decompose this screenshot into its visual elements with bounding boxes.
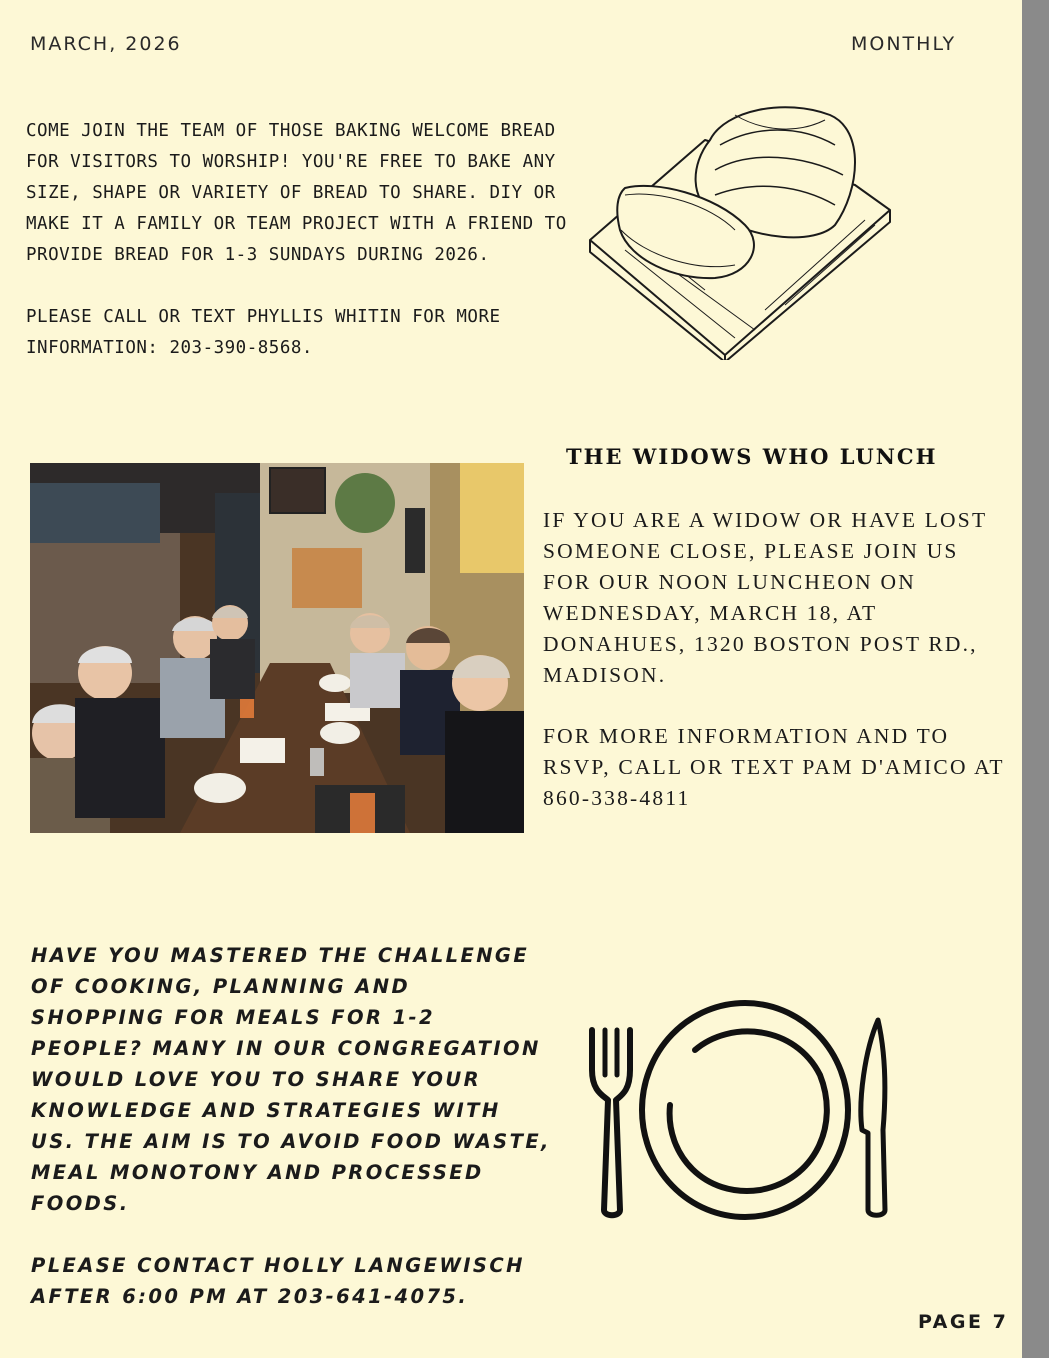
bread-paragraph-1: COME JOIN THE TEAM OF THOSE BAKING WELCOME BREAD FOR VISITORS TO WORSHIP! YOU'RE FREE TO BAKE ANY SIZE, SHAPE OR VARIETY OF BREAD TO SHARE. DIY OR MAKE IT A FAMILY OR TEAM PROJECT WITH A FRIEND TO PROVIDE BREAD FOR 1-3 SUNDAYS DURING 2026. xyxy=(26,121,567,265)
bread-paragraph-2: PLEASE CALL OR TEXT PHYLLIS WHITIN FOR MORE INFORMATION: 203-390-8568. xyxy=(26,307,501,358)
widows-paragraph-2: FOR MORE INFORMATION AND TO RSVP, CALL OR TEXT PAM D'AMICO AT 860-338-4811 xyxy=(543,724,1005,811)
page-edge-bar xyxy=(1022,0,1049,1358)
widows-announcement xyxy=(543,505,1013,814)
bread-announcement xyxy=(26,116,586,364)
widows-section-title: THE WIDOWS WHO LUNCH xyxy=(566,444,938,469)
plate-fork-knife-icon xyxy=(580,995,900,1225)
page-number: PAGE 7 xyxy=(918,1311,1009,1333)
meals-announcement xyxy=(31,940,551,1312)
restaurant-photo-illustration xyxy=(30,463,524,833)
meals-paragraph-1: HAVE YOU MASTERED THE CHALLENGE OF COOKING, PLANNING AND SHOPPING FOR MEALS FOR 1-2 PEOPLE? MANY IN OUR CONGREGATION WOULD LOVE YOU TO SHARE YOUR KNOWLEDGE AND STRATEGIES WITH US. THE AIM IS TO AVOID FOOD WASTE, MEAL MONOTONY AND PROCESSED FOODS. xyxy=(31,944,551,1215)
group-lunch-photo xyxy=(30,463,524,833)
bread-loaf-cutting-board-icon xyxy=(585,100,895,360)
issue-frequency: MONTHLY xyxy=(851,33,957,55)
widows-paragraph-1: IF YOU ARE A WIDOW OR HAVE LOST SOMEONE CLOSE, PLEASE JOIN US FOR OUR NOON LUNCHEON ON WEDNESDAY, MARCH 18, AT DONAHUES, 1320 BOSTON POST RD., MADISON. xyxy=(543,508,987,687)
issue-date: MARCH, 2026 xyxy=(30,33,182,55)
meals-paragraph-2: PLEASE CONTACT HOLLY LANGEWISCH AFTER 6:00 PM AT 203-641-4075. xyxy=(31,1254,525,1308)
